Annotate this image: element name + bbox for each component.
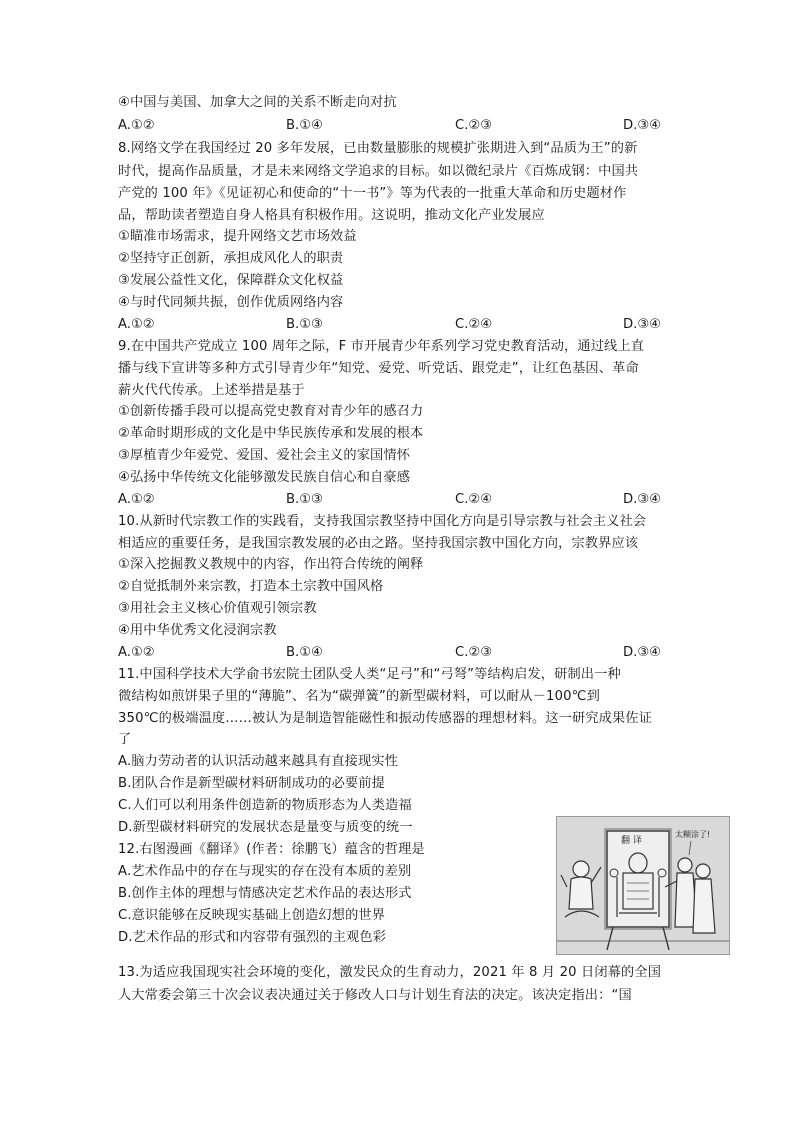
q8-stem-2: 时代，提高作品质量，才是未来网络文学追求的目标。如以微纪录片《百炼成钢：中国共: [118, 164, 639, 179]
q8-item-4: ④与时代同频共振，创作优质网络内容: [118, 295, 344, 310]
q9-stem-3: 薪火代代传承。上述举措是基于: [118, 383, 305, 398]
q11-stem-3: 350℃的极端温度……被认为是制造智能磁性和振动传感器的理想材料。这一研究成果佐证: [118, 711, 653, 726]
q12-option-a: A.艺术作品中的存在与现实的存在没有本质的差别: [118, 864, 412, 879]
q9-item-4: ④弘扬中华传统文化能够激发民族自信心和自豪感: [118, 470, 411, 485]
q11-option-c: C.人们可以利用条件创造新的物质形态为人类造福: [118, 798, 412, 813]
q8-choice-d: D.③④: [623, 317, 661, 332]
q9-item-1: ①创新传播手段可以提高党史教育对青少年的感召力: [118, 404, 424, 419]
q11-option-b: B.团队合作是新型碳材料研制成功的必要前提: [118, 776, 385, 791]
q9-stem-2: 播与线下宣讲等多种方式引导青少年“知党、爱党、听党话、跟党走”，让红色基因、革命: [118, 361, 639, 376]
q8-item-3: ③发展公益性文化，保障群众文化权益: [118, 273, 344, 288]
q9-item-3: ③厚植青少年爱党、爱国、爱社会主义的家国情怀: [118, 448, 411, 463]
q10-stem-1: 10.从新时代宗教工作的实践看，支持我国宗教坚持中国化方向是引导宗教与社会主义社会: [118, 514, 647, 529]
q9-stem-1: 9.在中国共产党成立 100 周年之际，F 市开展青少年系列学习党史教育活动，通过线上直: [118, 339, 645, 354]
q10-item-4: ④用中华优秀文化浸润宗教: [118, 623, 277, 638]
q7-choices: [118, 115, 678, 137]
q10-item-3: ③用社会主义核心价值观引领宗教: [118, 601, 317, 616]
q11-stem-2: 微结构如煎饼果子里的“薄脆”、名为“碳弹簧”的新型碳材料，可以耐从－100℃到: [118, 689, 600, 704]
q9-item-2: ②革命时期形成的文化是中华民族传承和发展的根本: [118, 426, 424, 441]
q11-option-d: D.新型碳材料研究的发展状态是量变与质变的统一: [118, 820, 413, 835]
q13-stem-1: 13.为适应我国现实社会环境的变化，激发民众的生育动力，2021 年 8 月 20 日闭幕的全国: [118, 965, 662, 980]
q13-stem-2: 人大常委会第三十次会议表决通过关于修改人口与计划生育法的决定。该决定指出：“国: [118, 988, 632, 1003]
q10-choice-b: B.①④: [286, 645, 323, 660]
q8-stem-3: 产党的 100 年》《见证初心和使命的“十一书”》等为代表的一批重大革命和历史题材作: [118, 186, 627, 201]
q9-choice-c: C.②④: [455, 492, 493, 507]
q8-stem-4: 品，帮助读者塑造自身人格具有积极作用。这说明，推动文化产业发展应: [118, 208, 545, 223]
q7-choice-c: C.②③: [455, 118, 493, 133]
cartoon-speech-text: 太糊涂了!: [675, 830, 711, 839]
q8-choices: [118, 314, 678, 336]
q7-choice-d: D.③④: [623, 118, 661, 133]
q12-option-b: B.创作主体的理想与情感决定艺术作品的表达形式: [118, 886, 412, 901]
q11-option-a: A.脑力劳动者的认识活动越来越具有直接现实性: [118, 754, 399, 769]
q11-stem-1: 11.中国科学技术大学俞书宏院士团队受人类“足弓”和“弓弩”等结构启发，研制出一种: [118, 667, 621, 682]
q10-choice-a: A.①②: [118, 645, 155, 660]
q9-choice-b: B.①③: [286, 492, 323, 507]
cartoon-drawing: [557, 817, 729, 954]
cartoon-sign-text: 翻 译: [621, 836, 642, 846]
q10-item-2: ②自觉抵制外来宗教，打造本土宗教中国风格: [118, 579, 384, 594]
translation-cartoon: [556, 816, 730, 955]
q7-choice-b: B.①④: [286, 118, 323, 133]
q8-stem-1: 8.网络文学在我国经过 20 多年发展，已由数量膨胀的规模扩张期进入到“品质为王”的新: [118, 141, 638, 156]
q9-choice-d: D.③④: [623, 492, 661, 507]
q10-item-1: ①深入挖掘教义教规中的内容，作出符合传统的阐释: [118, 557, 424, 572]
q7-choice-a: A.①②: [118, 118, 155, 133]
q10-choice-c: C.②③: [455, 645, 493, 660]
q12-option-d: D.艺术作品的形式和内容带有强烈的主观色彩: [118, 930, 387, 945]
q8-choice-a: A.①②: [118, 317, 155, 332]
q8-item-1: ①瞄准市场需求，提升网络文艺市场效益: [118, 229, 357, 244]
q9-choice-a: A.①②: [118, 492, 155, 507]
q8-choice-c: C.②④: [455, 317, 493, 332]
q9-choices: [118, 489, 678, 511]
q12-stem: 12.右图漫画《翻译》(作者：徐鹏飞）蕴含的哲理是: [118, 842, 425, 857]
q8-choice-b: B.①③: [286, 317, 323, 332]
q7-option-4: ④中国与美国、加拿大之间的关系不断走向对抗: [118, 95, 397, 110]
q10-choice-d: D.③④: [623, 645, 661, 660]
q11-stem-4: 了: [118, 732, 132, 747]
q12-option-c: C.意识能够在反映现实基础上创造幻想的世界: [118, 908, 386, 923]
q10-stem-2: 相适应的重要任务，是我国宗教发展的必由之路。坚持我国宗教中国化方向，宗教界应该: [118, 536, 639, 551]
q10-choices: [118, 642, 678, 664]
q8-item-2: ②坚持守正创新，承担成风化人的职责: [118, 251, 344, 266]
